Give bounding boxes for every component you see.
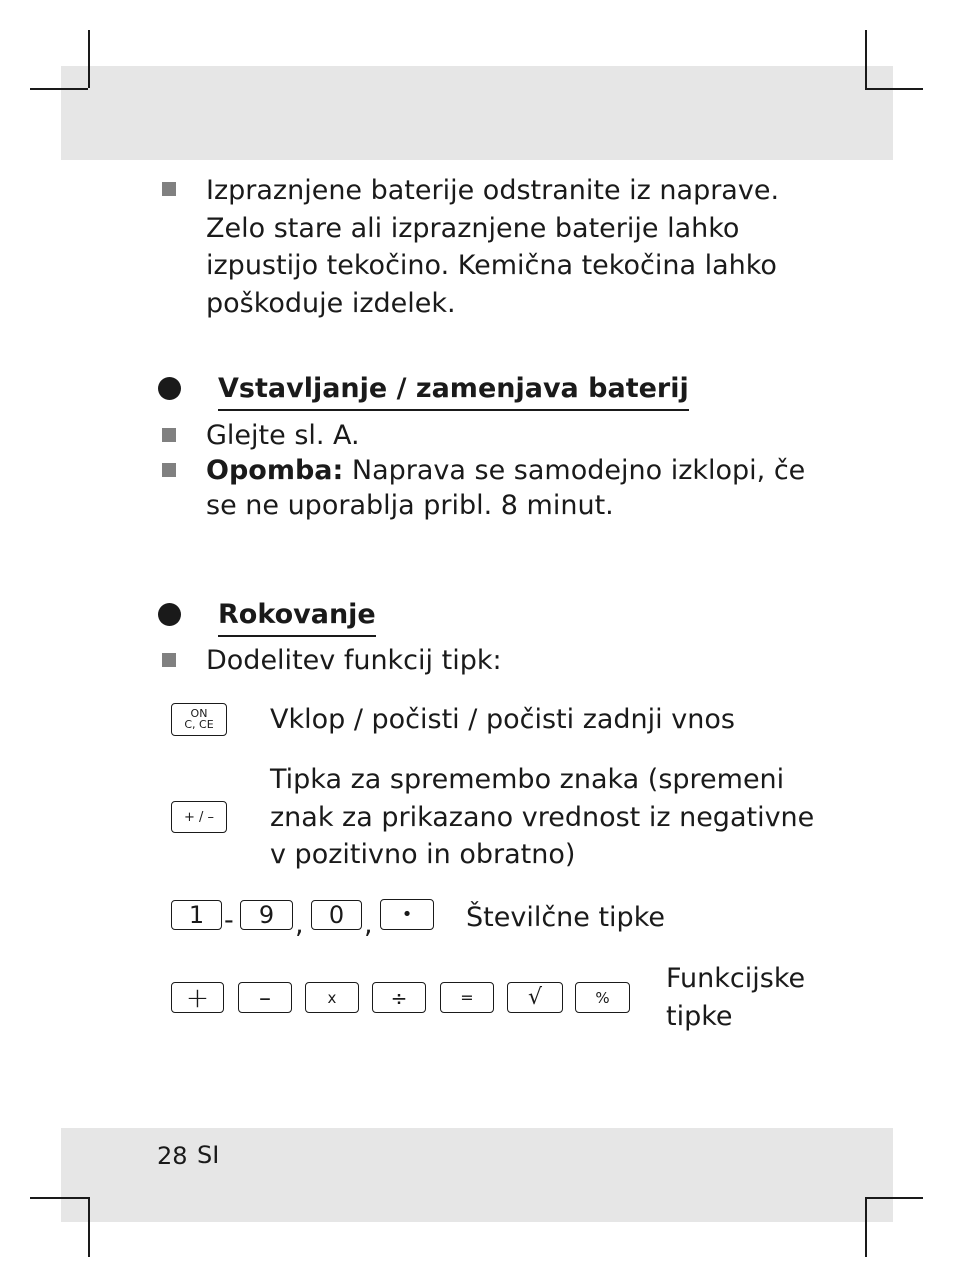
equals-key <box>440 982 494 1013</box>
sign-change-key <box>171 801 227 833</box>
key-label: • <box>401 904 413 925</box>
battery-warning-text <box>206 172 779 322</box>
header-band <box>61 66 893 160</box>
key-label: 1 <box>188 901 205 929</box>
key-label: √ <box>527 985 543 1010</box>
on-key-top: ON <box>190 707 208 720</box>
on-clear-key <box>171 703 227 736</box>
crop-mark <box>865 30 867 88</box>
text-line: Zelo stare ali izpraznjene baterije lahko <box>206 212 740 244</box>
crop-mark <box>30 1197 88 1199</box>
text-line: izpustijo tekočino. Kemična tekočina lahko <box>206 250 777 281</box>
note-label: Opomba: <box>206 455 344 486</box>
bullet-square <box>162 653 176 667</box>
note-body: Naprava se samodejno izklopi, če <box>343 455 806 486</box>
section-heading-batteries: Vstavljanje / zamenjava baterij <box>218 373 689 411</box>
on-key-description: Vklop / počisti / počisti zadnji vnos <box>270 704 735 735</box>
text-line: Tipka za spremembo znaka (spremeni <box>270 764 785 795</box>
note-line-2: se ne uporablja pribl. 8 minut. <box>206 489 614 521</box>
range-dash: - <box>224 905 234 936</box>
key-label: – <box>259 983 271 1012</box>
bullet-square <box>162 428 176 442</box>
key-label: ÷ <box>390 985 408 1010</box>
minus-key <box>238 982 292 1013</box>
section-bullet-dot <box>158 603 181 626</box>
text-line: Izpraznjene baterije odstranite iz naprave. <box>206 175 780 206</box>
number-key-1 <box>171 900 222 930</box>
on-key-bottom: C, CE <box>184 718 214 731</box>
plus-key <box>171 982 224 1013</box>
language-code: SI <box>197 1141 220 1169</box>
crop-mark <box>88 30 90 88</box>
sign-key-description <box>270 761 814 874</box>
percent-key <box>575 982 630 1013</box>
bullet-square <box>162 182 176 196</box>
section-bullet-dot <box>158 377 181 400</box>
key-label: 0 <box>328 901 345 929</box>
crop-mark <box>865 88 923 90</box>
number-key-9 <box>240 900 293 930</box>
note-line <box>206 452 805 490</box>
key-label: + <box>185 980 210 1014</box>
page-number: 28 <box>157 1142 188 1170</box>
bullet-square <box>162 463 176 477</box>
see-figure-text: Glejte sl. A. <box>206 420 360 451</box>
text-line: poškoduje izdelek. <box>206 287 456 319</box>
crop-mark <box>30 88 88 90</box>
key-label: 9 <box>258 901 275 929</box>
key-label: x <box>327 988 337 1007</box>
crop-mark <box>865 1197 867 1257</box>
text-line: tipke <box>666 1000 733 1032</box>
multiply-key <box>305 982 359 1013</box>
number-keys-description: Številčne tipke <box>466 902 665 933</box>
note-text <box>206 452 805 524</box>
separator-comma: , <box>295 909 304 940</box>
divide-key <box>372 982 426 1013</box>
number-key-0 <box>311 900 362 930</box>
text-line: Funkcijske <box>666 963 806 994</box>
separator-comma: , <box>364 909 373 940</box>
crop-mark <box>865 1197 923 1199</box>
square-root-key <box>507 982 563 1013</box>
decimal-point-key <box>380 899 434 930</box>
sign-key-label: + / – <box>183 809 215 825</box>
key-label: % <box>595 988 610 1007</box>
section-heading-operation: Rokovanje <box>218 599 376 637</box>
key-label: = <box>460 988 474 1007</box>
crop-mark <box>88 1197 90 1257</box>
text-line: znak za prikazano vrednost iz negativne <box>270 801 815 833</box>
key-assignment-text: Dodelitev funkcij tipk: <box>206 645 502 676</box>
function-keys-description <box>666 960 805 1035</box>
text-line: v pozitivno in obratno) <box>270 839 576 870</box>
